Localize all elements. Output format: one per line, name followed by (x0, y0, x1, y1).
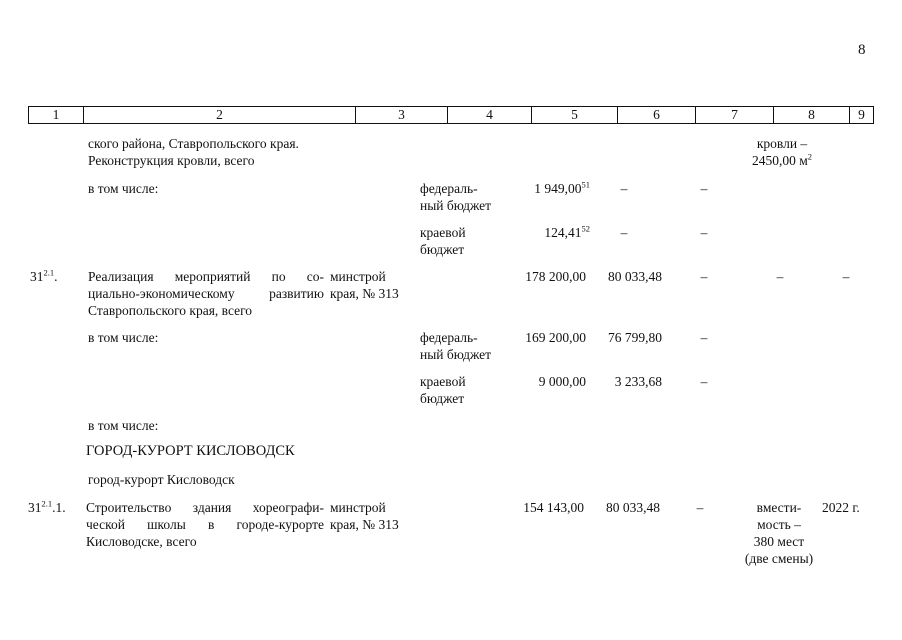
row-b-reg-col7: – (700, 374, 708, 389)
row-b-col6: 80 033,48 (608, 269, 662, 284)
row-c-name-line1: Строительство здания хореографи- (86, 500, 324, 515)
row-a-name-line1: ского района, Ставропольского края. (88, 136, 299, 151)
row-b-name-line1: Реализация мероприятий по со- (88, 269, 324, 284)
superscript: 2.1 (43, 267, 55, 278)
superscript: 2 (807, 151, 813, 162)
row-a-reg-col7: – (700, 225, 708, 240)
row-c-name-line2: ческой школы в городе-курорте (86, 517, 324, 532)
row-a-fed-col7: – (700, 181, 708, 196)
header-col-3: 3 (355, 107, 447, 123)
row-a-reg-col6: – (620, 225, 628, 240)
row-b-fed-col7: – (700, 330, 708, 345)
row-b-col9: – (842, 269, 850, 284)
row-a-col8-line1: кровли – (756, 136, 808, 151)
footnote-sup: 52 (581, 223, 590, 234)
row-a-fed-col5: 1 949,00$^{51}$ (534, 179, 590, 196)
row-b-incl-label: в том числе: (88, 330, 159, 345)
row-c-col6: 80 033,48 (606, 500, 660, 515)
header-col-4: 4 (447, 107, 531, 123)
row-c-col7: – (696, 500, 704, 515)
row-b-name-line3: Ставропольского края, всего (88, 303, 253, 318)
row-c-col8-line2: мость – (757, 517, 801, 532)
page-number: 8 (858, 42, 866, 58)
row-c-col9: 2022 г. (822, 500, 860, 515)
row-b-reg-col5: 9 000,00 (538, 374, 586, 389)
header-col-5: 5 (531, 107, 617, 123)
header-col-2: 2 (83, 107, 355, 123)
row-a-fed-label-1: федераль- (420, 181, 478, 196)
header-col-7: 7 (695, 107, 773, 123)
superscript: 2.1 (41, 498, 53, 509)
row-c-col3-line2: края, № 313 (330, 517, 399, 532)
header-col-6: 6 (617, 107, 695, 123)
header-col-9: 9 (849, 107, 873, 123)
row-a-reg-label-1: краевой (420, 225, 466, 240)
section-city-heading: ГОРОД-КУРОРТ КИСЛОВОДСК (86, 443, 295, 459)
row-b-number: $31^{2.1}$. (30, 267, 58, 284)
section-city-subheading: город-курорт Кисловодск (88, 472, 235, 487)
header-col-1: 1 (52, 107, 60, 122)
row-b-col7: – (700, 269, 708, 284)
row-c-name-line3: Кисловодске, всего (86, 534, 197, 549)
row-b-col5: 178 200,00 (525, 269, 586, 284)
row-a-name-line2: Реконструкция кровли, всего (88, 153, 255, 168)
row-c-col5: 154 143,00 (523, 500, 584, 515)
row-b-fed-col6: 76 799,80 (608, 330, 662, 345)
row-a-reg-label-2: бюджет (420, 242, 465, 257)
row-b-col3-line1: минстрой (330, 269, 386, 284)
row-b-reg-label-1: краевой (420, 374, 466, 389)
table-header (28, 106, 874, 124)
row-a-fed-label-2: ный бюджет (420, 198, 492, 213)
row-a-incl-label: в том числе: (88, 181, 159, 196)
row-b-fed-label-1: федераль- (420, 330, 478, 345)
row-b-reg-label-2: бюджет (420, 391, 465, 406)
row-b-reg-col6: 3 233,68 (614, 374, 662, 389)
row-a-col8-line2: 2450,00 $м^2$ (751, 151, 813, 168)
row-a-reg-col5: 124,41$^{52}$ (544, 223, 590, 240)
footnote-sup: 51 (581, 179, 590, 190)
row-b-fed-col5: 169 200,00 (525, 330, 586, 345)
row-c-col8-line1: вмести- (756, 500, 802, 515)
row-c-number: $31^{2.1}.1$. (28, 498, 66, 515)
row-b-col3-line2: края, № 313 (330, 286, 399, 301)
header-col-8: 8 (773, 107, 849, 123)
row-c-col8-line3: 380 мест (753, 534, 805, 549)
row-b-col8: – (776, 269, 784, 284)
section-incl-label: в том числе: (88, 418, 159, 433)
row-c-col8-line4: (две смены) (744, 551, 814, 566)
row-b-name-line2: циально-экономическому развитию (88, 286, 324, 301)
row-a-fed-col6: – (620, 181, 628, 196)
row-b-fed-label-2: ный бюджет (420, 347, 492, 362)
row-c-col3-line1: минстрой (330, 500, 386, 515)
